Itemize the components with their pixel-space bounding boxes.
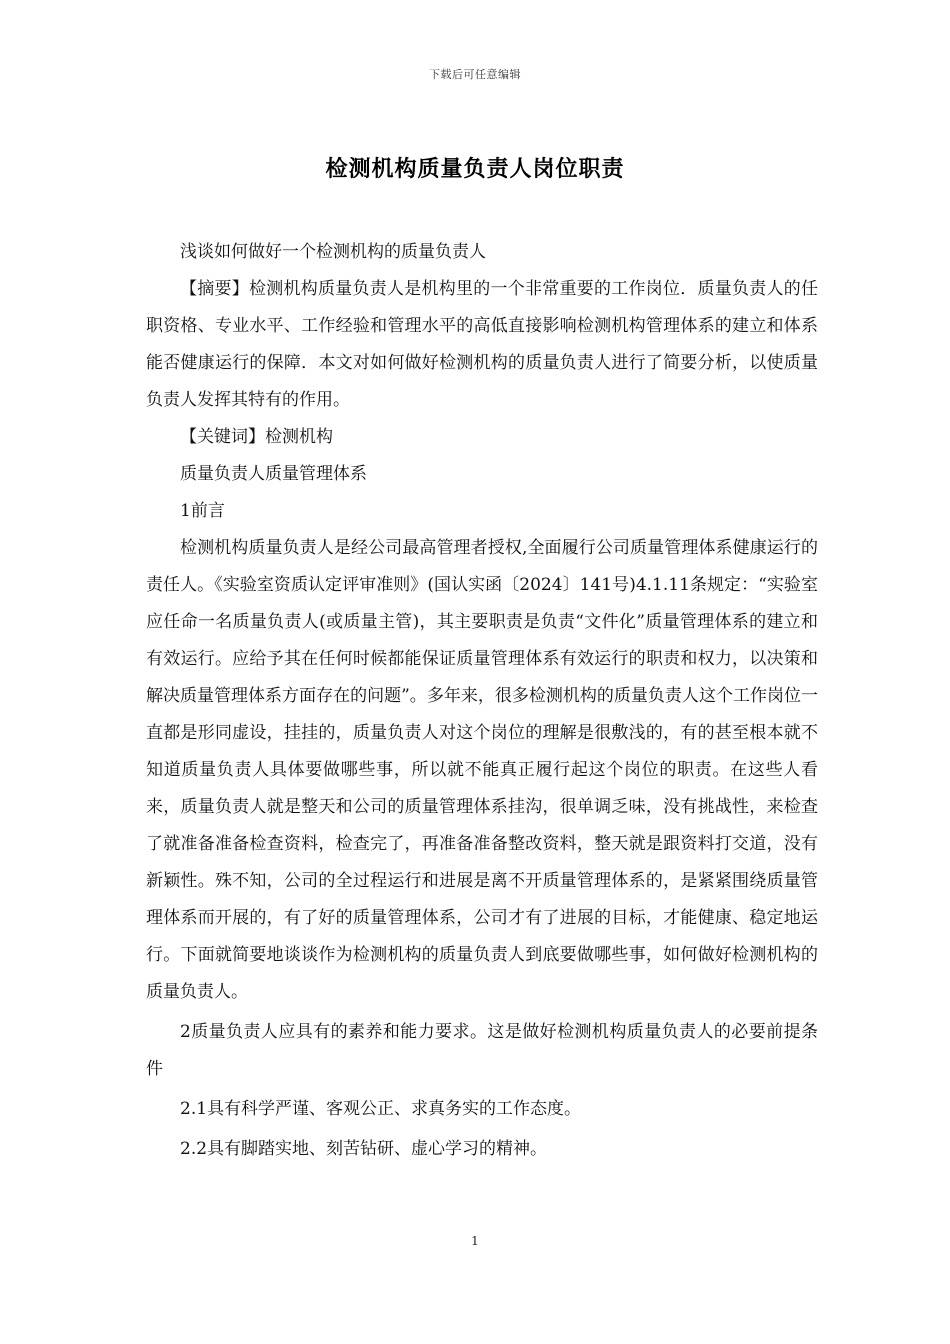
requirement-item-2-1: 2.1具有科学严谨、客观公正、求真务实的工作态度。 <box>180 1099 582 1119</box>
requirement-item-2-2: 2.2具有脚踏实地、刻苦钻研、虚心学习的精神。 <box>180 1139 548 1159</box>
document-title: 检测机构质量负责人岗位职责 <box>325 156 625 182</box>
keywords-continued-paragraph: 质量负责人质量管理体系 <box>180 464 367 484</box>
page-number: 1 <box>471 1234 479 1248</box>
keywords-paragraph: 【关键词】检测机构 <box>180 427 333 447</box>
header-note: 下载后可任意编辑 <box>429 68 521 81</box>
subtitle-paragraph: 浅谈如何做好一个检测机构的质量负责人 <box>180 242 486 262</box>
section-heading-preface: 1前言 <box>180 501 225 521</box>
preface-paragraph: 检测机构质量负责人是经公司最高管理者授权,全面履行公司质量管理体系健康运行的责任人。《实验室资质认定评审准则》(国认实函〔2024〕141号)4.1.11条规定：“实验室应任命一名质量负责人(或质量主管)，其主要职责是负责“文件化”质量管理体系的建立和有效运行。应给予其在任何时候都能保证质量管理体系有效运行的职责和权力，以决策和解决质量管理体系方面存在的问题”。多年来，很多检测机构的质量负责人这个工作岗位一直都是形同虚设，挂挂的，质量负责人对这个岗位的理解是很敷浅的，有的甚至根本就不知道质量负责人具体要做哪些事，所以就不能真正履行起这个岗位的职责。在这些人看来，质量负责人就是整天和公司的质量管理体系挂沟，很单调乏味，没有挑战性，来检查了就准备准备检查资料，检查完了，再准备准备整改资料，整天就是跟资料打交道，没有新颖性。殊不知，公司的全过程运行和进展是离不开质量管理体系的，是紧紧围绕质量管理体系而开展的，有了好的质量管理体系，公司才有了进展的目标，才能健康、稳定地运行。下面就简要地谈谈作为检测机构的质量负责人到底要做哪些事，如何做好检测机构的质量负责人。 <box>146 538 818 1002</box>
section-heading-requirements: 2质量负责人应具有的素养和能力要求。这是做好检测机构质量负责人的必要前提条件 <box>146 1022 818 1079</box>
abstract-paragraph: 【摘要】检测机构质量负责人是机构里的一个非常重要的工作岗位．质量负责人的任职资格、专业水平、工作经验和管理水平的高低直接影响检测机构管理体系的建立和体系能否健康运行的保障．本文对如何做好检测机构的质量负责人进行了简要分析，以使质量负责人发挥其特有的作用。 <box>146 279 818 410</box>
document-body <box>146 234 818 1168</box>
